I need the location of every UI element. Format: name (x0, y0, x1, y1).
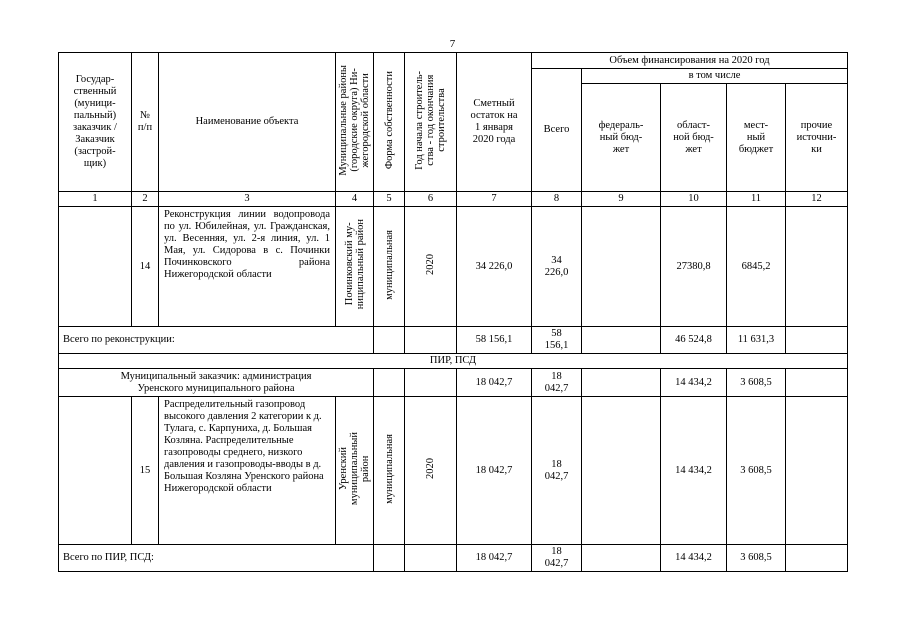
row-number: 14 (132, 207, 159, 327)
customer-local: 3 608,5 (727, 369, 786, 397)
col-number: 10 (661, 192, 727, 207)
customer-total: 18 042,7 (532, 369, 582, 397)
total-balance: 58 156,1 (457, 327, 532, 354)
balance: 18 042,7 (457, 397, 532, 545)
object-name: Реконструкция линии водопровода по ул. Юбилейная, ул. Гражданская, ул. Весенняя, ул. 2-я линия, ул. 1 Мая, ул. Сидорова в с. Починки Починковского района Нижегородской области (159, 207, 336, 327)
customer-cell (59, 397, 132, 545)
total-label: Всего по ПИР, ПСД: (59, 545, 374, 572)
col-number: 2 (132, 192, 159, 207)
district: Уренский муниципальный район (338, 431, 371, 506)
header-federal: федераль- ный бюд- жет (582, 84, 661, 192)
col-number: 6 (405, 192, 457, 207)
total-row (59, 545, 848, 572)
col-number: 8 (532, 192, 582, 207)
local: 6845,2 (727, 207, 786, 327)
header-district-cell (336, 53, 374, 192)
col-number: 5 (374, 192, 405, 207)
header-financing: Объем финансирования на 2020 год (532, 53, 848, 69)
total-row (59, 327, 848, 354)
header-district: Муниципальные районы (городские округа) Ни- жегородской области (338, 64, 371, 176)
header-customer: Государ- ственный (муници- пальный) заказчик / Заказчик (застрой- щик) (59, 53, 132, 192)
table-row (59, 397, 848, 545)
column-numbers-row (59, 192, 848, 207)
total-balance: 18 042,7 (457, 545, 532, 572)
customer-balance: 18 042,7 (457, 369, 532, 397)
header-total: Всего (532, 69, 582, 192)
section-row (59, 354, 848, 369)
header-years: Год начала строитель- ства - год окончания строительства (414, 70, 447, 170)
local: 3 608,5 (727, 397, 786, 545)
balance: 34 226,0 (457, 207, 532, 327)
object-name: Распределительный газопровод высокого давления 2 категории к д. Тулага, с. Карпуниха, д. Большая Козляна. Распределительные газопроводы среднего, низкого давления и газопроводы-вводы в д. Большая Козляна Уренского района Нижегородской области (159, 397, 336, 545)
header-object-name: Наименование объекта (159, 53, 336, 192)
financing-table (58, 52, 848, 572)
col-number: 11 (727, 192, 786, 207)
header-years-cell (405, 53, 457, 192)
customer-label: Муниципальный заказчик: администрация Уренского муниципального района (59, 369, 374, 397)
customer-regional: 14 434,2 (661, 369, 727, 397)
col-number: 7 (457, 192, 532, 207)
district-cell (336, 207, 374, 327)
col-number: 1 (59, 192, 132, 207)
total: 34 226,0 (532, 207, 582, 327)
other (786, 207, 848, 327)
district: Починковский му- ниципальный район (343, 219, 366, 310)
ownership-cell (374, 397, 405, 545)
header-local: мест- ный бюджет (727, 84, 786, 192)
table-row (59, 207, 848, 327)
ownership: муниципальная (383, 229, 395, 300)
section-title: ПИР, ПСД (59, 354, 848, 369)
header-including: в том числе (582, 69, 848, 84)
row-number: 15 (132, 397, 159, 545)
col-number: 3 (159, 192, 336, 207)
total-local: 11 631,3 (727, 327, 786, 354)
col-number: 4 (336, 192, 374, 207)
federal (582, 207, 661, 327)
col-number: 9 (582, 192, 661, 207)
total-regional: 14 434,2 (661, 545, 727, 572)
total-all: 18 042,7 (532, 545, 582, 572)
header-other: прочие источни- ки (786, 84, 848, 192)
header-ownership-cell (374, 53, 405, 192)
ownership: муниципальная (383, 433, 395, 504)
year: 2020 (425, 254, 436, 275)
page-number: 7 (449, 38, 456, 50)
year-cell (405, 207, 457, 327)
year-cell (405, 397, 457, 545)
total-local: 3 608,5 (727, 545, 786, 572)
total-regional: 46 524,8 (661, 327, 727, 354)
ownership-cell (374, 207, 405, 327)
total: 18 042,7 (532, 397, 582, 545)
header-regional: област- ной бюд- жет (661, 84, 727, 192)
header-number: № п/п (132, 53, 159, 192)
customer-row (59, 369, 848, 397)
year: 2020 (425, 458, 436, 479)
district-cell (336, 397, 374, 545)
customer-cell (59, 207, 132, 327)
regional: 14 434,2 (661, 397, 727, 545)
total-all: 58 156,1 (532, 327, 582, 354)
total-label: Всего по реконструкции: (59, 327, 374, 354)
regional: 27380,8 (661, 207, 727, 327)
header-ownership: Форма собственности (383, 70, 395, 170)
header-balance: Сметный остаток на 1 января 2020 года (457, 53, 532, 192)
col-number: 12 (786, 192, 848, 207)
